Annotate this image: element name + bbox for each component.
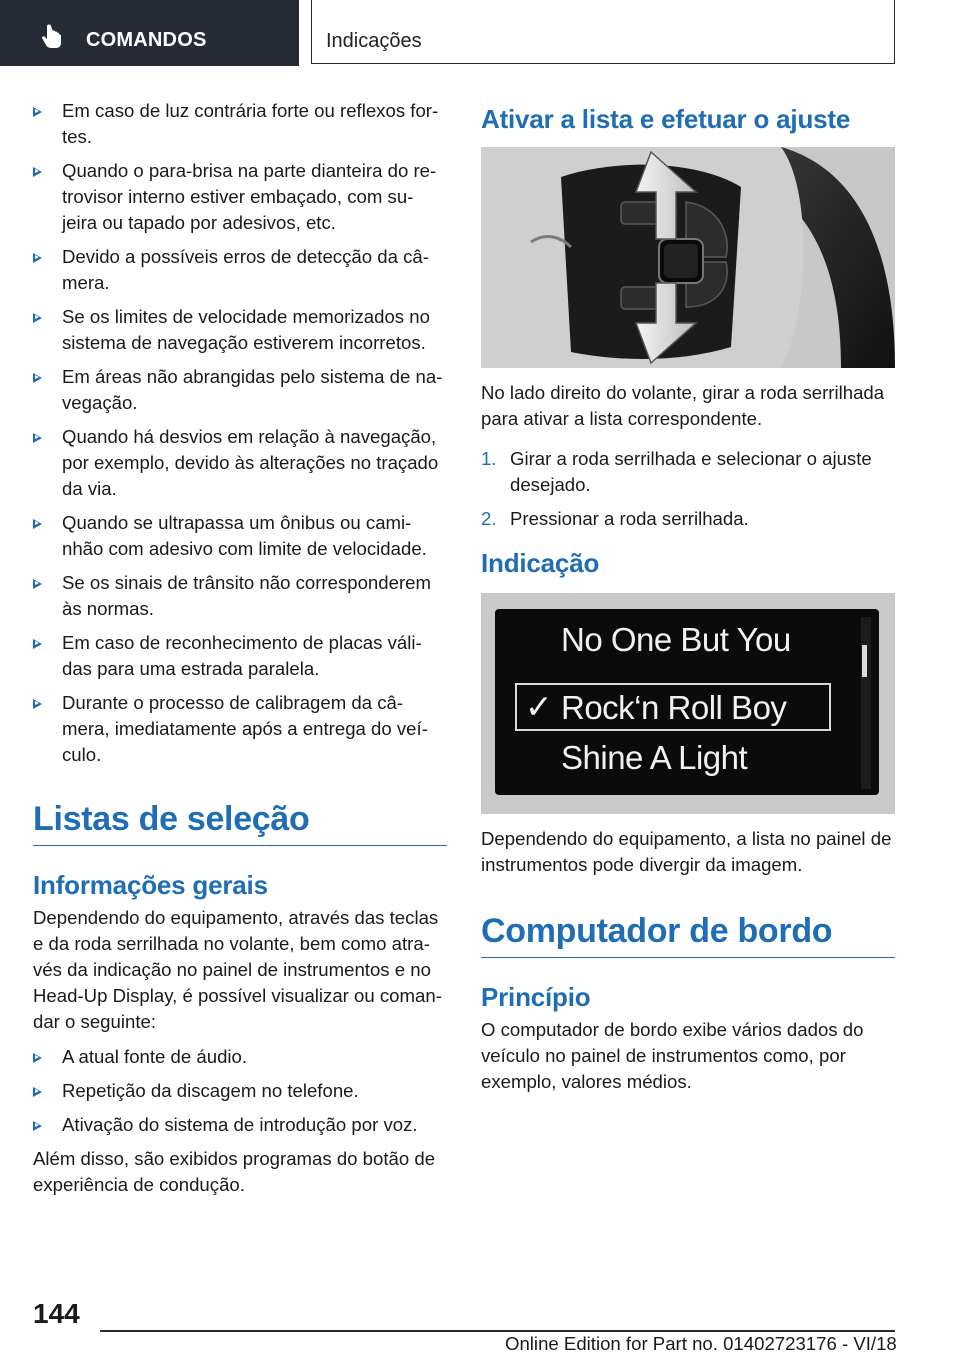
bullet-triangle-icon [33, 253, 42, 263]
outro-paragraph: Além disso, são exibidos programas do botão de experiência de condução. [33, 1148, 436, 1195]
list-item-text: Devido a possíveis erros de detecção da câ‐ mera. [62, 246, 429, 293]
display-image [481, 593, 895, 814]
section-title-selection-lists: Listas de seleção [33, 800, 447, 846]
list-item [33, 570, 447, 622]
right-column [481, 98, 895, 1095]
section-tab [311, 0, 895, 64]
activate-paragraph: No lado direito do volante, girar a roda serrilhada para ativar a lista correspondente. [481, 382, 885, 429]
step-item [481, 446, 895, 498]
list-item [33, 510, 447, 562]
subsection-title-principle: Princípio [481, 982, 591, 1012]
subsection-title-general-info: Informações gerais [33, 870, 268, 900]
display-item-3: Shine A Light [561, 739, 748, 776]
list-item [33, 98, 447, 150]
list-item [33, 364, 447, 416]
bullet-triangle-icon [33, 1121, 42, 1131]
principle-paragraph: O computador de bordo exibe vários dados do veículo no painel de instrumentos como, por exemplo, valores médios. [481, 1019, 864, 1092]
edition-note: Online Edition for Part no. 01402723176 - VI/18 [505, 1333, 897, 1354]
instrument-display [495, 609, 879, 795]
step-number: 1. [481, 448, 497, 469]
chapter-tab [0, 0, 299, 66]
hand-pointer-icon [40, 24, 64, 50]
bullet-triangle-icon [33, 519, 42, 529]
steering-wheel-image [481, 147, 895, 368]
steering-wheel-illustration [481, 147, 895, 368]
section-title-on-board-computer: Computador de bordo [481, 912, 895, 958]
list-item-text: Quando se ultrapassa um ônibus ou cami‐ nhão com adesivo com limite de velocidade. [62, 512, 427, 559]
scroll-track [861, 617, 871, 789]
list-item-text: Durante o processo de calibragem da câ‐ mera, imediatamente após a entrega do veí‐ culo. [62, 692, 428, 765]
list-item [33, 158, 447, 236]
chapter-label: COMANDOS [86, 29, 207, 51]
section-label: Indicações [326, 30, 422, 52]
display-items-list [33, 1044, 447, 1138]
list-item [33, 304, 447, 356]
list-item [33, 1044, 447, 1070]
list-item-text: Em áreas não abrangidas pelo sistema de na‐ vegação. [62, 366, 443, 413]
list-item [33, 630, 447, 682]
list-item-text: Se os limites de velocidade memorizados no sistema de navegação estiverem incorretos. [62, 306, 430, 353]
bullet-triangle-icon [33, 373, 42, 383]
list-item [33, 424, 447, 502]
bullet-triangle-icon [33, 699, 42, 709]
subsection-title-indication: Indicação [481, 548, 600, 578]
list-item [33, 1112, 447, 1138]
indication-paragraph: Dependendo do equipamento, a lista no painel de instrumentos pode divergir da imagem. [481, 828, 892, 875]
display-selected-item [515, 683, 831, 731]
list-item-text: A atual fonte de áudio. [62, 1046, 248, 1067]
list-item [33, 1078, 447, 1104]
left-column [33, 98, 447, 1198]
list-item-text: Quando há desvios em relação à navegação, por exemplo, devido às alterações no traçado da via. [62, 426, 439, 499]
bullet-triangle-icon [33, 167, 42, 177]
list-item [33, 244, 447, 296]
bullet-triangle-icon [33, 107, 42, 117]
list-item-text: Se os sinais de trânsito não corresponderem às normas. [62, 572, 431, 619]
step-item [481, 506, 895, 532]
bullet-triangle-icon [33, 639, 42, 649]
list-item-text: Em caso de reconhecimento de placas váli‐ das para uma estrada paralela. [62, 632, 422, 679]
step-text: Pressionar a roda serrilhada. [510, 508, 749, 529]
list-item [33, 690, 447, 768]
scroll-thumb [862, 645, 867, 677]
page-number: 144 [33, 1298, 80, 1329]
intro-paragraph: Dependendo do equipamento, através das teclas e da roda serrilhada no volante, bem como atra‐ vés da indicação no painel de instrumentos e no Head-Up Display, é possível visualizar ou coman‐ dar o seguinte: [33, 907, 442, 1032]
bullet-triangle-icon [33, 1087, 42, 1097]
list-item-text: Quando o para-brisa na parte dianteira do re‐ trovisor interno estiver embaçado, com su‐ jeira ou tapado por adesivos, etc. [62, 160, 437, 233]
list-item-text: Ativação do sistema de introdução por voz. [62, 1114, 418, 1135]
step-text: Girar a roda serrilhada e selecionar o ajuste desejado. [510, 448, 872, 495]
page-header [0, 0, 960, 66]
list-item-text: Repetição da discagem no telefone. [62, 1080, 359, 1101]
step-number: 2. [481, 508, 497, 529]
bullet-triangle-icon [33, 579, 42, 589]
check-icon: ✓ [525, 688, 553, 725]
display-item-1: No One But You [561, 621, 791, 658]
subsection-title-activate: Ativar a lista e efetuar o ajuste [481, 104, 851, 134]
list-item-text: Em caso de luz contrária forte ou reflexos for‐ tes. [62, 100, 439, 147]
bullet-triangle-icon [33, 313, 42, 323]
limitations-list [33, 98, 447, 768]
display-item-2: Rock‘n Roll Boy [561, 689, 787, 726]
bullet-triangle-icon [33, 433, 42, 443]
steps-list [481, 446, 895, 532]
footer-rule [100, 1330, 895, 1332]
bullet-triangle-icon [33, 1053, 42, 1063]
